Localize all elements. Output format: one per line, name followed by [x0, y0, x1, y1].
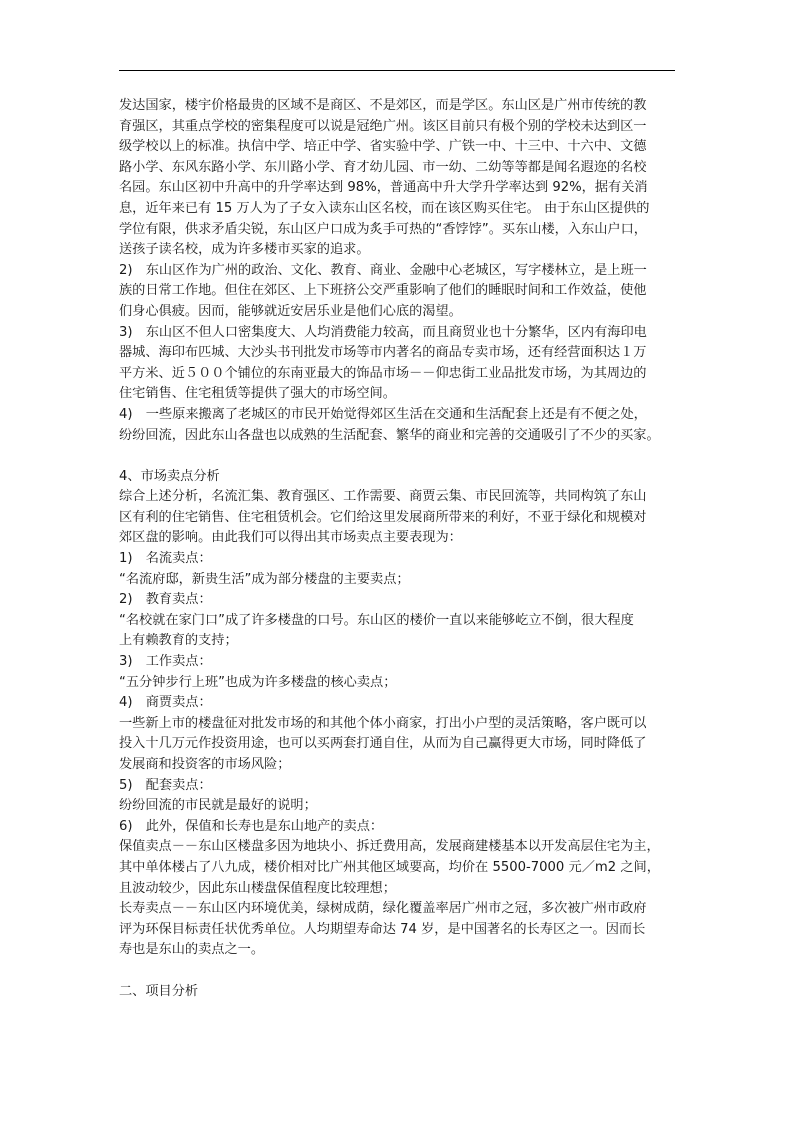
blank-line — [119, 446, 679, 467]
text-line: 育强区，其重点学校的密集程度可以说是冠绝广州。该区目前只有极个别的学校未达到区一 — [119, 118, 647, 134]
text-line: 1) 名流卖点： — [119, 551, 212, 567]
document-body — [119, 96, 679, 1002]
text-line: 上有赖教育的支持； — [119, 633, 238, 649]
text-line: 3) 工作卖点： — [119, 654, 212, 670]
text-line: “名流府邸，新贵生活”成为部分楼盘的主要卖点； — [119, 571, 410, 587]
text-line: 5) 配套卖点： — [119, 777, 212, 793]
text-line: 们身心俱疲。因而，能够就近安居乐业是他们心底的渴望。 — [119, 303, 462, 319]
text-line: 平方米、近５００个铺位的东南亚最大的饰品市场－－仰忠街工业品批发市场，为其周边的 — [119, 365, 647, 381]
text-line: 综合上述分析，名流汇集、教育强区、工作需要、商贾云集、市民回流等，共同构筑了东山 — [119, 489, 647, 505]
text-line: 4、市场卖点分析 — [119, 468, 220, 484]
text-line: 6) 此外，保值和长寿也是东山地产的卖点： — [119, 818, 384, 834]
text-line: 4) 一些原来搬离了老城区的市民开始觉得郊区生活在交通和生活配套上还是有不便之处， — [119, 406, 647, 422]
text-line: 评为环保目标责任状优秀单位。人均期望寿命达 74 岁，是中国著名的长寿区之一。因而长 — [119, 921, 646, 937]
text-line: 2) 东山区作为广州的政治、文化、教育、商业、金融中心老城区，写字楼林立，是上班一 — [119, 262, 647, 278]
text-line: 名园。东山区初中升高中的升学率达到 98%，普通高中升大学升学率达到 92%，据有关消 — [119, 180, 648, 196]
text-line: 保值卖点－－东山区楼盘多因为地块小、拆迁费用高，发展商建楼基本以开发高层住宅为主， — [119, 839, 660, 855]
text-line: 器城、海印布匹城、大沙头书刊批发市场等市内著名的商品专卖市场，还有经营面积达１万 — [119, 345, 647, 361]
text-line: 纷纷回流，因此东山各盘也以成熟的生活配套、繁华的商业和完善的交通吸引了不少的买家。 — [119, 427, 660, 443]
text-line: 发展商和投资客的市场风险； — [119, 757, 291, 772]
text-line: 学位有限，供求矛盾尖锐，东山区户口成为炙手可热的“香饽饽”。买东山楼，入东山户口， — [119, 221, 647, 237]
text-line: 一些新上市的楼盘征对批发市场的和其他个体小商家，打出小户型的灵活策略，客户既可以 — [119, 715, 647, 731]
text-line: 区有利的住宅销售、住宅租赁机会。它们给这里发展商所带来的利好，不亚于绿化和规模对 — [119, 509, 647, 525]
text-line: 二、项目分析 — [119, 983, 199, 999]
text-line: 投入十几万元作投资用途，也可以买两套打通自住，从而为自己赢得更大市场，同时降低了 — [119, 736, 647, 752]
text-line: 族的日常工作地。但住在郊区、上下班挤公交严重影响了他们的睡眠时间和工作效益，使他 — [119, 283, 647, 299]
text-line: 息，近年来已有 15 万人为了子女入读东山区名校，而在该区购买住宅。 由于东山区提供的 — [119, 200, 650, 216]
text-line: “名校就在家门口”成了许多楼盘的口号。东山区的楼价一直以来能够屹立不倒，很大程度 — [119, 612, 634, 628]
text-line: 3) 东山区不但人口密集度大、人均消费能力较高，而且商贸业也十分繁华，区内有海印电 — [119, 324, 647, 340]
text-line: 路小学、东风东路小学、东川路小学、育才幼儿园、市一幼、二幼等等都是闻名遐迩的名校 — [119, 159, 647, 175]
text-line: 发达国家，楼宇价格最贵的区域不是商区、不是郊区，而是学区。东山区是广州市传统的教 — [119, 98, 647, 113]
text-line: 郊区盘的影响。由此我们可以得出其市场卖点主要表现为： — [119, 530, 462, 546]
text-line: 寿也是东山的卖点之一。 — [119, 942, 265, 958]
header-rule — [119, 70, 675, 71]
text-line: 长寿卖点－－东山区内环境优美，绿树成荫，绿化覆盖率居广州市之冠，多次被广州市政府 — [119, 901, 647, 917]
text-line: 送孩子读名校，成为许多楼市买家的追求。 — [119, 242, 370, 258]
text-line: 纷纷回流的市民就是最好的说明； — [119, 798, 317, 814]
text-line: 4) 商贾卖点： — [119, 695, 212, 711]
text-line: 其中单体楼占了八九成，楼价相对比广州其他区域要高，均价在 5500-7000 元／m2 之间， — [119, 859, 660, 875]
text-line: 且波动较少，因此东山楼盘保值程度比较理想； — [119, 880, 396, 896]
text-line: “五分钟步行上班”也成为许多楼盘的核心卖点； — [119, 674, 397, 690]
text-line: 住宅销售、住宅租赁等提供了强大的市场空间。 — [119, 386, 396, 402]
text-line: 级学校以上的标准。执信中学、培正中学、省实验中学、广铁一中、十三中、十六中、文德 — [119, 139, 647, 155]
blank-line — [119, 961, 679, 982]
text-line: 2) 教育卖点： — [119, 592, 212, 608]
